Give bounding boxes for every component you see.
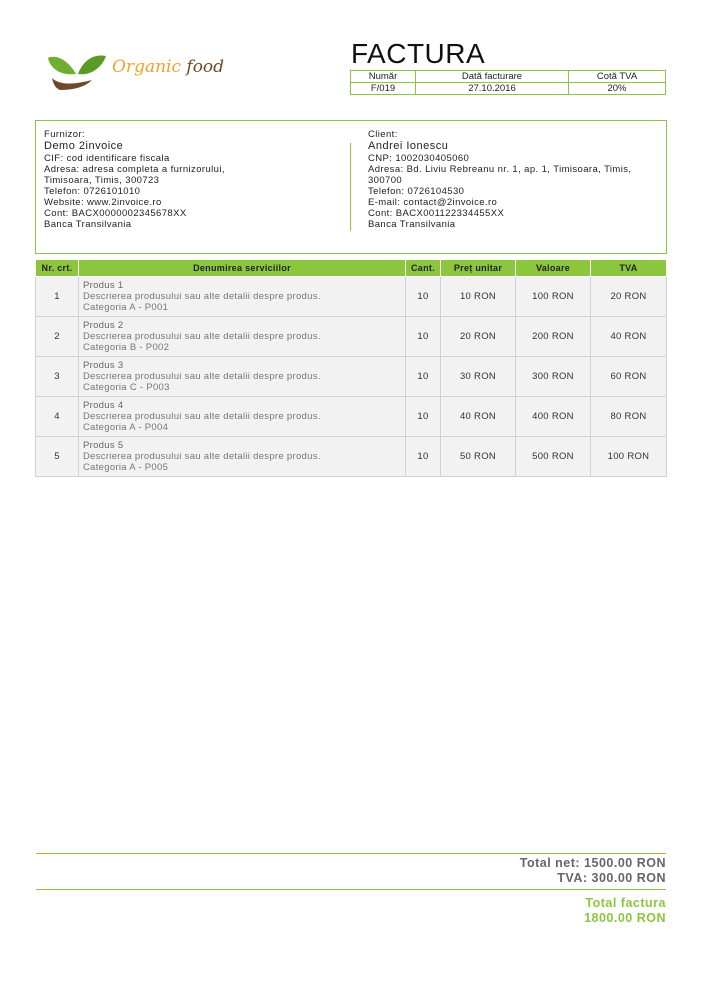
row-value: 100 RON xyxy=(516,277,591,317)
client-line: Banca Transilvania xyxy=(368,219,456,230)
product-description: Descrierea produsului sau alte detalii despre produs. xyxy=(83,451,321,462)
parties-box xyxy=(35,120,667,254)
total-net: Total net: 1500.00 RON xyxy=(519,856,666,870)
row-nr: 5 xyxy=(36,437,79,477)
product-description: Descrierea produsului sau alte detalii despre produs. xyxy=(83,331,321,342)
row-unit-price: 30 RON xyxy=(441,357,516,397)
client-line: Telefon: 0726104530 xyxy=(368,186,465,197)
total-vat: TVA: 300.00 RON xyxy=(557,871,666,885)
invoice-number: F/019 xyxy=(351,83,416,95)
client-line: 300700 xyxy=(368,175,403,186)
client-name: Andrei Ionescu xyxy=(368,140,449,152)
supplier-line: Website: www.2invoice.ro xyxy=(44,197,162,208)
total-invoice-value: 1800.00 RON xyxy=(584,911,666,925)
product-category: Categoria B - P002 xyxy=(83,342,170,353)
row-service xyxy=(79,277,406,317)
row-value: 200 RON xyxy=(516,317,591,357)
items-table xyxy=(35,259,667,477)
product-name: Produs 4 xyxy=(83,400,124,411)
product-name: Produs 3 xyxy=(83,360,124,371)
row-service xyxy=(79,437,406,477)
invoice-meta-table xyxy=(350,70,666,95)
table-row xyxy=(36,437,667,477)
product-description: Descrierea produsului sau alte detalii despre produs. xyxy=(83,291,321,302)
product-category: Categoria A - P004 xyxy=(83,422,169,433)
meta-header-vat-rate: Cotă TVA xyxy=(569,71,666,83)
product-category: Categoria A - P005 xyxy=(83,462,169,473)
client-block xyxy=(368,129,658,230)
col-header-vat: TVA xyxy=(591,260,667,277)
supplier-line: Cont: BACX0000002345678XX xyxy=(44,208,187,219)
totals-middle-rule xyxy=(36,889,666,890)
meta-header-date: Dată facturare xyxy=(416,71,569,83)
product-description: Descrierea produsului sau alte detalii despre produs. xyxy=(83,371,321,382)
row-unit-price: 20 RON xyxy=(441,317,516,357)
row-vat: 100 RON xyxy=(591,437,667,477)
row-qty: 10 xyxy=(406,277,441,317)
invoice-vat-rate: 20% xyxy=(569,83,666,95)
client-line: Cont: BACX001122334455XX xyxy=(368,208,505,219)
row-vat: 40 RON xyxy=(591,317,667,357)
parties-divider xyxy=(350,143,351,231)
row-unit-price: 10 RON xyxy=(441,277,516,317)
client-line: CNP: 1002030405060 xyxy=(368,153,470,164)
supplier-label: Furnizor: xyxy=(44,129,86,140)
product-category: Categoria A - P001 xyxy=(83,302,169,313)
totals-top-rule xyxy=(36,853,666,854)
document-title: FACTURA xyxy=(351,38,486,69)
product-name: Produs 5 xyxy=(83,440,124,451)
row-unit-price: 40 RON xyxy=(441,397,516,437)
col-header-unit-price: Preț unitar xyxy=(441,260,516,277)
row-service xyxy=(79,317,406,357)
product-description: Descrierea produsului sau alte detalii despre produs. xyxy=(83,411,321,422)
row-nr: 4 xyxy=(36,397,79,437)
brand-name: Organic food xyxy=(112,57,225,77)
client-label: Client: xyxy=(368,129,398,140)
client-line: E-mail: contact@2invoice.ro xyxy=(368,197,498,208)
row-nr: 3 xyxy=(36,357,79,397)
supplier-line: Adresa: adresa completa a furnizorului, xyxy=(44,164,225,175)
invoice-date: 27.10.2016 xyxy=(416,83,569,95)
table-row xyxy=(36,317,667,357)
col-header-qty: Cant. xyxy=(406,260,441,277)
supplier-block xyxy=(44,129,334,230)
col-header-services: Denumirea serviciilor xyxy=(79,260,406,277)
meta-header-number: Număr xyxy=(351,71,416,83)
row-vat: 20 RON xyxy=(591,277,667,317)
total-invoice-label: Total factura xyxy=(585,896,666,910)
totals-grand-block xyxy=(584,896,666,926)
row-value: 500 RON xyxy=(516,437,591,477)
supplier-line: Telefon: 0726101010 xyxy=(44,186,141,197)
row-value: 300 RON xyxy=(516,357,591,397)
row-vat: 60 RON xyxy=(591,357,667,397)
col-header-nr: Nr. crt. xyxy=(36,260,79,277)
row-service xyxy=(79,397,406,437)
table-row xyxy=(36,277,667,317)
product-category: Categoria C - P003 xyxy=(83,382,170,393)
table-row xyxy=(36,397,667,437)
row-nr: 1 xyxy=(36,277,79,317)
col-header-value: Valoare xyxy=(516,260,591,277)
row-qty: 10 xyxy=(406,437,441,477)
table-row xyxy=(36,357,667,397)
product-name: Produs 2 xyxy=(83,320,124,331)
brand-logo xyxy=(46,50,226,96)
supplier-name: Demo 2invoice xyxy=(44,140,124,152)
row-vat: 80 RON xyxy=(591,397,667,437)
leaf-icon xyxy=(46,50,108,96)
supplier-line: Banca Transilvania xyxy=(44,219,132,230)
client-line: Adresa: Bd. Liviu Rebreanu nr. 1, ap. 1, Timisoara, Timis, xyxy=(368,164,632,175)
row-service xyxy=(79,357,406,397)
row-nr: 2 xyxy=(36,317,79,357)
supplier-line: Timisoara, Timis, 300723 xyxy=(44,175,160,186)
row-qty: 10 xyxy=(406,317,441,357)
row-unit-price: 50 RON xyxy=(441,437,516,477)
row-value: 400 RON xyxy=(516,397,591,437)
row-qty: 10 xyxy=(406,397,441,437)
product-name: Produs 1 xyxy=(83,280,124,291)
totals-net-block xyxy=(520,856,666,886)
supplier-line: CIF: cod identificare fiscala xyxy=(44,153,170,164)
row-qty: 10 xyxy=(406,357,441,397)
